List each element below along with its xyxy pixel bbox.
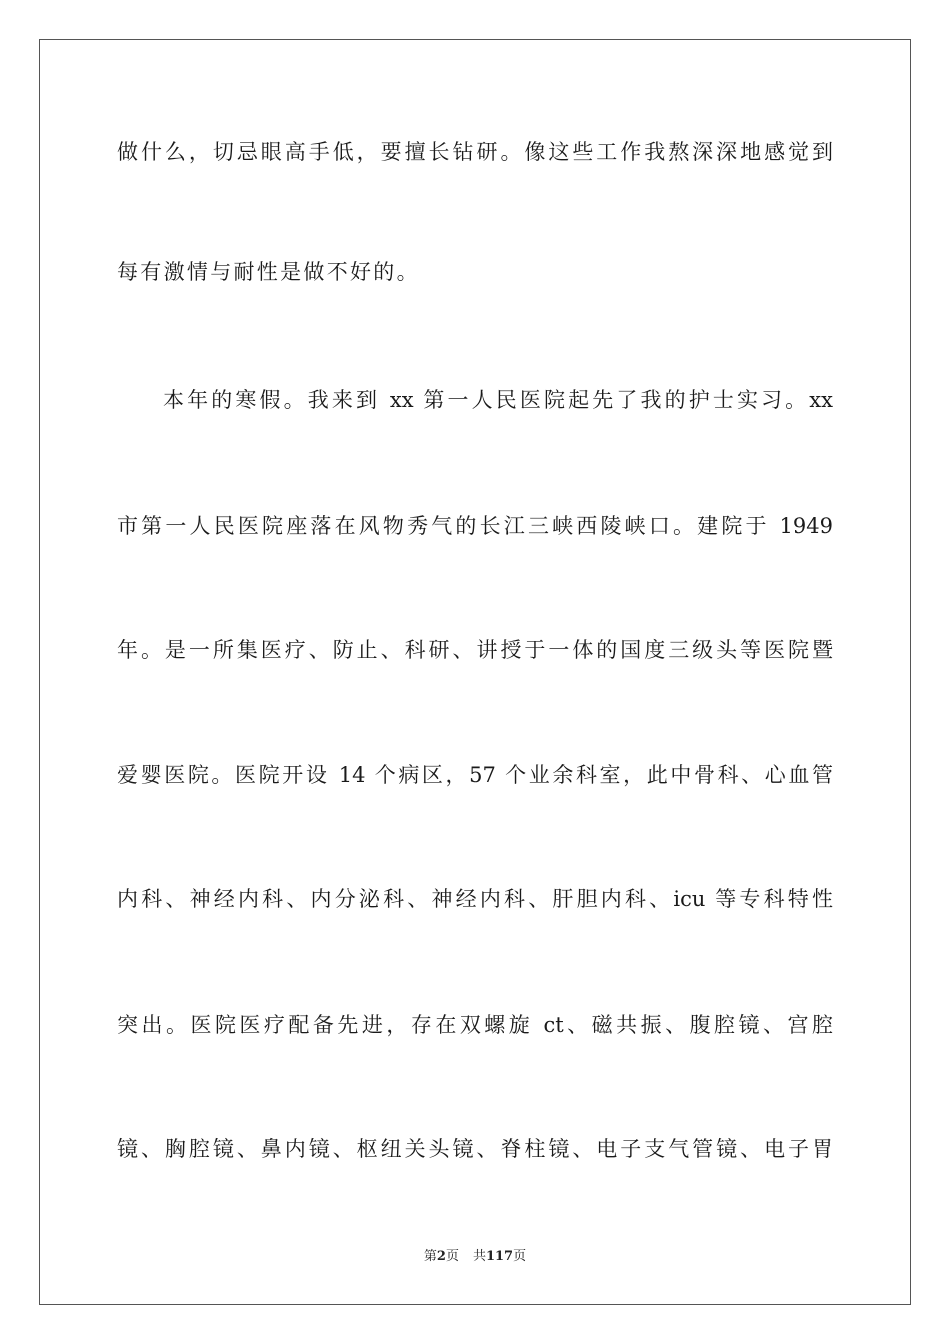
footer-page-suffix: 页	[445, 1249, 459, 1264]
body-line-2: 每有激情与耐性是做不好的。	[117, 260, 420, 284]
body-line-1: 做什么，切忌眼高手低，要擅长钻研。像这些工作我熬深深地感觉到	[117, 140, 833, 164]
page-footer	[0, 1248, 950, 1266]
body-line-4: 市第一人民医院座落在风物秀气的长江三峡西陵峡口。建院于 1949	[117, 514, 833, 538]
footer-total-suffix: 页	[513, 1249, 527, 1264]
page-border	[39, 39, 911, 1305]
body-line-9: 镜、胸腔镜、鼻内镜、枢纽关头镜、脊柱镜、电子支气管镜、电子胃	[117, 1137, 833, 1161]
footer-page-prefix: 第	[423, 1249, 437, 1264]
footer-total-number: 117	[485, 1249, 514, 1264]
body-line-5: 年。是一所集医疗、防止、科研、讲授于一体的国度三级头等医院暨	[117, 638, 833, 662]
body-line-7: 内科、神经内科、内分泌科、神经内科、肝胆内科、icu 等专科特性	[117, 887, 833, 911]
body-line-6: 爱婴医院。医院开设 14 个病区，57 个业余科室，此中骨科、心血管	[117, 763, 833, 787]
footer-total-prefix: 共	[472, 1249, 486, 1264]
body-line-3: 本年的寒假。我来到 xx 第一人民医院起先了我的护士实习。xx	[163, 388, 833, 412]
footer-page-number: 2	[436, 1249, 446, 1264]
body-line-8: 突出。医院医疗配备先进，存在双螺旋 ct、磁共振、腹腔镜、宫腔	[117, 1013, 833, 1037]
